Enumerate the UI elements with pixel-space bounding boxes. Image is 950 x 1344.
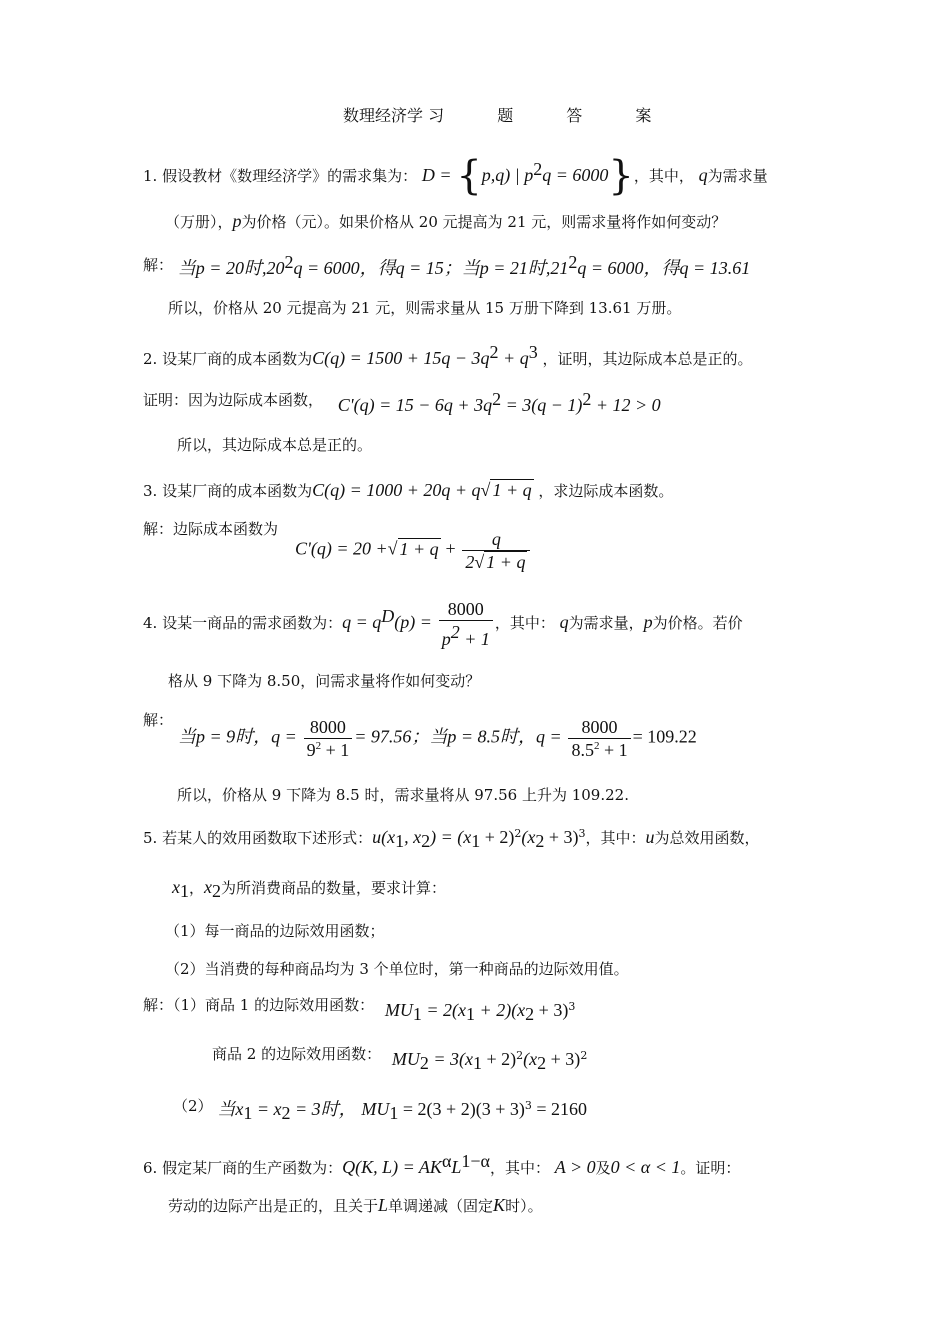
math-expression: C(q) = 1000 + 20q + q (312, 480, 481, 500)
den-var: p (441, 629, 451, 649)
math-var: x (172, 877, 180, 897)
problem-6-line-2 (168, 1196, 543, 1214)
math-var: q (559, 612, 569, 632)
exponent: 2 (450, 622, 460, 642)
separator: ， (189, 879, 205, 897)
problem-text: 设某厂商的成本函数为 (162, 482, 313, 500)
math-expression: 0 < α < 1 (610, 1157, 681, 1177)
math-expression: (x (523, 1049, 538, 1069)
problem-3-line (143, 481, 673, 499)
exponent: 2 (593, 740, 600, 752)
subscript: 2 (281, 1103, 291, 1123)
solution-5-line-1 (143, 998, 575, 1023)
math-radicand: 1 + q (486, 552, 526, 572)
exponent: 2 (284, 252, 294, 272)
problem-number: 5. (143, 829, 158, 847)
exponent: α (441, 1151, 452, 1171)
solution-text: （2） (173, 1097, 213, 1115)
subscript: 1 (243, 1103, 253, 1123)
subscript: 1 (412, 1004, 422, 1024)
exponent: 1−α (461, 1151, 490, 1171)
math-expression: = x (252, 1099, 282, 1119)
solution-label: 证明：因为边际成本函数， (143, 391, 324, 409)
math-expression: u(x (372, 827, 396, 847)
problem-text: ，证明，其边际成本总是正的。 (542, 350, 753, 368)
problem-text: 为价格。若价 (652, 614, 743, 632)
exponent: 2 (582, 389, 592, 409)
problem-2-line (143, 343, 753, 367)
subscript: 2 (535, 831, 545, 851)
math-set-name: D = (421, 165, 452, 185)
math-expression: = 97.56；当p = 8.5时，q = (354, 726, 562, 747)
math-expression: , x (404, 827, 422, 847)
problem-text: 时）。 (505, 1197, 543, 1215)
left-brace: { (456, 153, 482, 199)
den-coef: 2 (465, 552, 475, 572)
math-var: q (698, 165, 708, 185)
problem-number: 6. (143, 1159, 158, 1177)
problem-1-line-1: 1. 假设教材《数理经济学》的需求集为： D = {p,q) | $p^2q = 6000$}，其中， q为需求量 (143, 153, 768, 199)
math-expression: ) = (x (430, 827, 472, 847)
exponent: 2 (568, 252, 578, 272)
subscript: 1 (473, 1053, 483, 1073)
math-radicand: 1 + q (399, 538, 439, 559)
math-expression: = 2(3 + 2)(3 + 3) (398, 1099, 525, 1119)
math-expression: A > 0 (554, 1157, 596, 1177)
page-title (343, 108, 651, 124)
math-var: u (645, 827, 655, 847)
problem-text: 为价格（元）。如果价格从 20 元提高为 21 元，则需求量将作如何变动？ (241, 213, 727, 231)
exponent: 2 (516, 1049, 524, 1062)
solution-3-expression (295, 530, 532, 571)
math-expression: (p) = (394, 612, 432, 632)
math-expression: + 3) (546, 1049, 581, 1069)
math-radicand: 1 + q (492, 480, 532, 500)
den-base: 9 (306, 740, 316, 760)
fraction-denominator (568, 738, 630, 759)
exponent: 2 (489, 342, 499, 362)
math-expression: + 3) (544, 827, 579, 847)
math-var: L (378, 1195, 389, 1215)
subscript: 1 (180, 881, 189, 901)
problem-4-line-1 (143, 600, 743, 648)
problem-text: 为需求量， (568, 614, 644, 632)
exponent: 2 (580, 1049, 588, 1062)
title-part-1: 数理经济学 习 (343, 106, 445, 125)
problem-text: 及 (595, 1159, 611, 1177)
solution-4-label: 解： (143, 711, 174, 729)
problem-text: ，其中： (489, 1159, 550, 1177)
problem-text: 若某人的效用函数取下述形式： (162, 829, 373, 847)
problem-text: 假设教材《数理经济学》的需求集为： (162, 167, 418, 185)
math-operator: + (445, 538, 456, 559)
problem-text: 劳动的边际产出是正的，且关于 (168, 1197, 379, 1215)
subscript: 1 (471, 831, 481, 851)
math-expression: 当p = 9时，q = (178, 726, 297, 747)
math-expression: = 3时， (290, 1099, 357, 1119)
fraction-numerator: 8000 (447, 599, 484, 619)
fraction-numerator: q (491, 529, 501, 549)
exponent: 3 (524, 1099, 532, 1112)
subscript: 2 (419, 1053, 429, 1073)
solution-5-line-2 (212, 1047, 587, 1072)
problem-number: 3. (143, 482, 158, 500)
math-fraction (304, 718, 353, 759)
problem-number: 4. (143, 614, 158, 632)
math-expression: MU (384, 1000, 413, 1020)
math-expression: Q(K, L) = AK (342, 1157, 442, 1177)
solution-text: 商品 2 的边际效用函数： (212, 1045, 382, 1063)
math-expression: MU (361, 1099, 390, 1119)
solution-2-conclusion: 所以，其边际成本总是正的。 (177, 436, 373, 454)
math-fraction (462, 530, 530, 571)
right-brace: } (608, 153, 634, 199)
math-fraction (439, 600, 493, 648)
problem-text: 假定某厂商的生产函数为： (162, 1159, 343, 1177)
problem-1-line-2 (165, 212, 726, 230)
solution-1-conclusion: 所以，价格从 20 元提高为 21 元，则需求量从 15 万册下降到 13.61 万册。 (168, 299, 682, 317)
title-part-4: 案 (635, 106, 652, 125)
problem-text: 单调递减（固定 (388, 1197, 494, 1215)
math-var: p (643, 612, 653, 632)
fraction-denominator (439, 620, 493, 648)
math-expression: = 3(x (428, 1049, 474, 1069)
problem-6-line-1 (143, 1152, 740, 1176)
math-fraction (568, 718, 630, 759)
solution-label: 解： (143, 256, 174, 274)
fraction-numerator: 8000 (309, 717, 346, 737)
exponent: D (381, 606, 395, 626)
fraction-numerator: 8000 (581, 717, 618, 737)
exponent: 2 (492, 389, 502, 409)
math-expression: C'(q) = 20 + (295, 538, 388, 559)
den-rest: + 1 (459, 629, 490, 649)
title-part-2: 题 (497, 106, 514, 125)
subscript: 2 (421, 831, 431, 851)
math-expression: + 2)(x (475, 1000, 526, 1020)
fraction-denominator (304, 738, 353, 759)
solution-label: 解：（1）商品 1 的边际效用函数： (143, 996, 375, 1014)
subscript: 1 (466, 1004, 476, 1024)
problem-text: 设某厂商的成本函数为 (162, 350, 313, 368)
problem-5-line-1 (143, 828, 760, 850)
subscript: 1 (395, 831, 405, 851)
exponent: 3 (568, 1000, 576, 1013)
problem-text: 为总效用函数， (654, 829, 760, 847)
math-expression: q = q (342, 612, 382, 632)
subscript: 2 (525, 1004, 535, 1024)
problem-text: ，其中： (585, 829, 646, 847)
math-var: x (204, 877, 213, 897)
problem-text: ，求边际成本函数。 (538, 482, 674, 500)
math-var: p (232, 211, 242, 231)
problem-text: 设某一商品的需求函数为： (162, 614, 343, 632)
solution-4-conclusion: 所以，价格从 9 下降为 8.5 时，需求量将从 97.56 上升为 109.22. (177, 786, 629, 804)
solution-4-expression (178, 718, 697, 759)
math-expression: C'(q) = 15 − 6q + 3q (337, 395, 493, 415)
math-expression: + 2) (482, 1049, 517, 1069)
math-expression: MU (391, 1049, 420, 1069)
math-expression: L (451, 1157, 462, 1177)
math-expression: = 2(x (421, 1000, 467, 1020)
math-expression: = 2160 (531, 1099, 587, 1119)
math-expression: (x (521, 827, 536, 847)
title-part-3: 答 (566, 106, 583, 125)
problem-number: 1. (143, 167, 158, 185)
math-expression: 当x (217, 1099, 244, 1119)
problem-number: 2. (143, 350, 158, 368)
subscript: 2 (212, 881, 222, 901)
sqrt-icon: √ (474, 552, 485, 572)
sqrt-icon: √ (387, 538, 398, 559)
math-set-body: p,q) | p (481, 165, 534, 185)
exponent: 3 (528, 342, 538, 362)
sqrt-icon: √ (480, 480, 491, 500)
den-base: 8.5 (571, 740, 594, 760)
solution-2-line (143, 390, 661, 414)
subscript: 2 (537, 1053, 547, 1073)
problem-4-line-2: 格从 9 下降为 8.50，问需求量将作如何变动？ (168, 672, 481, 690)
math-expression: = 109.22 (632, 726, 697, 747)
den-rest: + 1 (599, 740, 628, 760)
solution-5-line-3 (173, 1099, 587, 1122)
fraction-denominator (462, 550, 530, 571)
problem-text: 。证明： (680, 1159, 741, 1177)
math-expression: + 2) (480, 827, 515, 847)
problem-text: 为需求量 (707, 167, 768, 185)
math-var: K (493, 1195, 506, 1215)
math-expression: + 12 > 0 (591, 395, 661, 415)
den-rest: + 1 (321, 740, 350, 760)
problem-text: （万册）， (165, 213, 233, 231)
math-expression: 当p = 20时,20 (177, 258, 285, 278)
problem-text: ，其中： (494, 614, 555, 632)
problem-text: ，其中， (633, 167, 694, 185)
subscript: 1 (389, 1103, 399, 1123)
math-expression: C(q) = 1500 + 15q − 3q (312, 348, 490, 368)
problem-5-line-2 (172, 878, 446, 900)
solution-3-label: 解：边际成本函数为 (143, 520, 279, 538)
math-expression: + 3) (534, 1000, 569, 1020)
exponent: 2 (315, 740, 322, 752)
exponent: 2 (514, 827, 522, 840)
problem-5-item-2: （2）当消费的每种商品均为 3 个单位时，第一种商品的边际效用值。 (165, 960, 629, 978)
math-set-condition: q = 6000 (542, 165, 609, 185)
math-expression: + q (498, 348, 529, 368)
problem-text: 为所消费商品的数量，要求计算： (221, 879, 447, 897)
solution-1-line (143, 253, 750, 277)
math-expression: = 3(q − 1) (501, 395, 583, 415)
math-expression: q = 6000，得q = 13.61 (577, 258, 751, 278)
problem-5-item-1: （1）每一商品的边际效用函数； (165, 922, 385, 940)
exponent: 3 (578, 827, 586, 840)
math-expression: q = 6000，得q = 15；当p = 21时,21 (293, 258, 569, 278)
